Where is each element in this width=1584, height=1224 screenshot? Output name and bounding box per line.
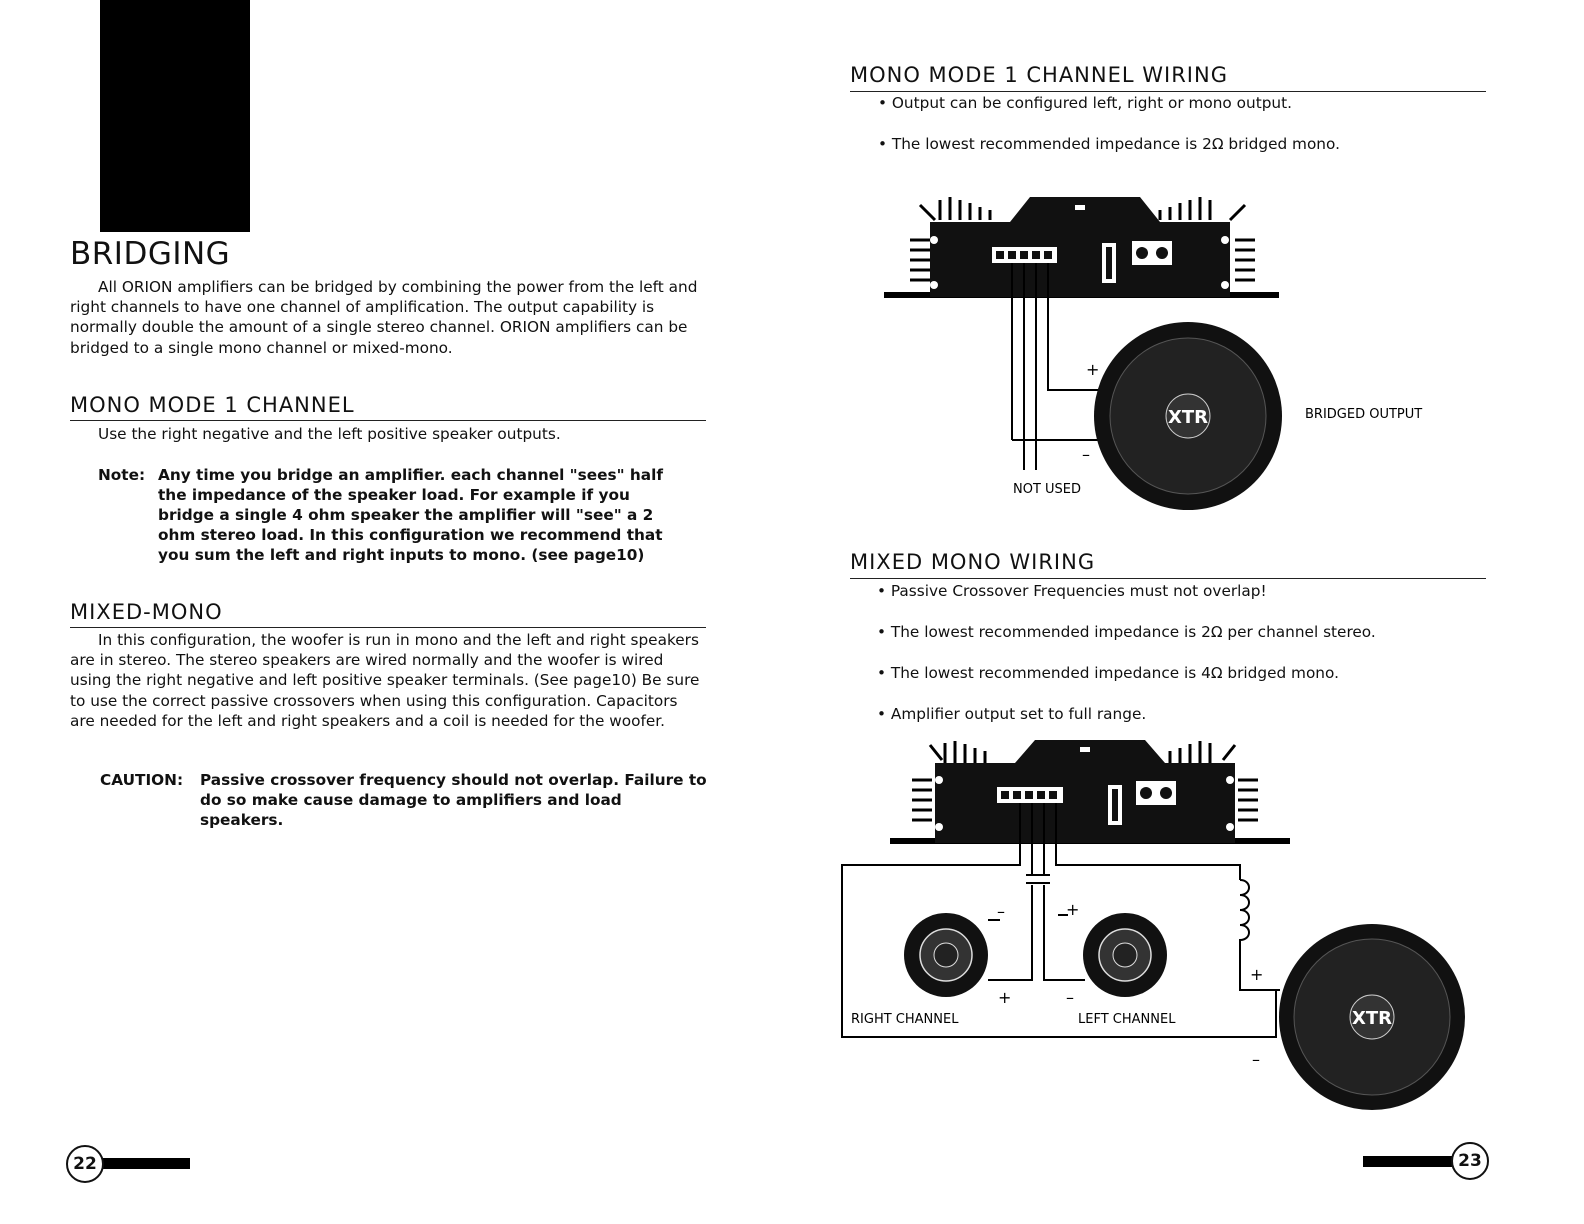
minus-sign: –	[1082, 445, 1090, 464]
bullet-item: • The lowest recommended impedance is 4Ω bridged mono.	[877, 664, 1339, 682]
bullet-item: • The lowest recommended impedance is 2Ω per channel stereo.	[877, 623, 1376, 641]
divider	[850, 578, 1486, 579]
left-channel-label: LEFT CHANNEL	[1078, 1012, 1176, 1027]
plus-sign: +	[998, 988, 1012, 1007]
mono-wiring-heading: MONO MODE 1 CHANNEL WIRING	[850, 63, 1228, 87]
chapter-tab	[100, 0, 250, 232]
mixed-mono-wiring-diagram	[840, 735, 1480, 1115]
bullet-item: • The lowest recommended impedance is 2Ω bridged mono.	[878, 135, 1340, 153]
mono-wiring-diagram	[870, 185, 1470, 525]
not-used-label: NOT USED	[1013, 482, 1082, 497]
bullet-item: • Passive Crossover Frequencies must not overlap!	[877, 582, 1267, 600]
minus-sign: –	[1066, 988, 1074, 1007]
mixed-mono-text: In this configuration, the woofer is run in mono and the left and right speakers are in stereo. The stereo speakers are wired normally and the woofer is wired using the right negative and left positive speaker terminals. (See page10) Be sure to use the correct passive crossovers when using this configuration. Capacitors are needed for the left and right speakers and a coil is needed for the woofer.	[70, 631, 700, 730]
note-text: Any time you bridge an amplifier. each channel "sees" half the impedance of the speaker load. For example if you bridge a single 4 ohm speaker the amplifier will "see" a 2 ohm stereo load. In this configuration we recommend that you sum the left and right inputs to mono. (see page10)	[158, 466, 664, 564]
caution-label: CAUTION:	[100, 771, 184, 789]
divider	[850, 91, 1486, 92]
mixed-mono-heading: MIXED-MONO	[70, 600, 223, 624]
bullet-item: • Amplifier output set to full range.	[877, 705, 1147, 723]
plus-sign: +	[1086, 360, 1100, 379]
amplifier-body	[930, 197, 1230, 297]
mono-mode-heading: MONO MODE 1 CHANNEL	[70, 393, 355, 417]
speaker-logo: XTR	[1167, 407, 1209, 428]
bridged-output-label: BRIDGED OUTPUT	[1305, 407, 1423, 422]
mixed-wiring-heading: MIXED MONO WIRING	[850, 550, 1096, 574]
speaker-logo: XTR	[1351, 1008, 1393, 1029]
right-channel-label: RIGHT CHANNEL	[851, 1012, 959, 1027]
bridging-intro: All ORION amplifiers can be bridged by combining the power from the left and right channels to have one channel of amplification. The output capability is normally double the amount of a single stereo channel. ORION amplifiers can be bridged to a single mono channel or mixed-mono.	[70, 278, 698, 357]
bullet-item: • Output can be configured left, right or mono output.	[878, 94, 1292, 112]
note-label: Note:	[98, 466, 146, 484]
page-number: 23	[1451, 1142, 1489, 1180]
mono-mode-text: Use the right negative and the left positive speaker outputs.	[98, 425, 561, 443]
page-bar	[100, 1158, 190, 1169]
caution-text: Passive crossover frequency should not overlap. Failure to do so make cause damage to amplifiers and load speakers.	[200, 771, 707, 829]
minus-sign: –	[997, 902, 1005, 921]
divider	[70, 627, 706, 628]
minus-sign: –	[1252, 1050, 1260, 1069]
page-bar	[1363, 1156, 1458, 1167]
page-title: BRIDGING	[70, 236, 231, 272]
plus-sign: +	[1250, 965, 1264, 984]
divider	[70, 420, 706, 421]
plus-sign: +	[1066, 900, 1080, 919]
page-number: 22	[66, 1145, 104, 1183]
